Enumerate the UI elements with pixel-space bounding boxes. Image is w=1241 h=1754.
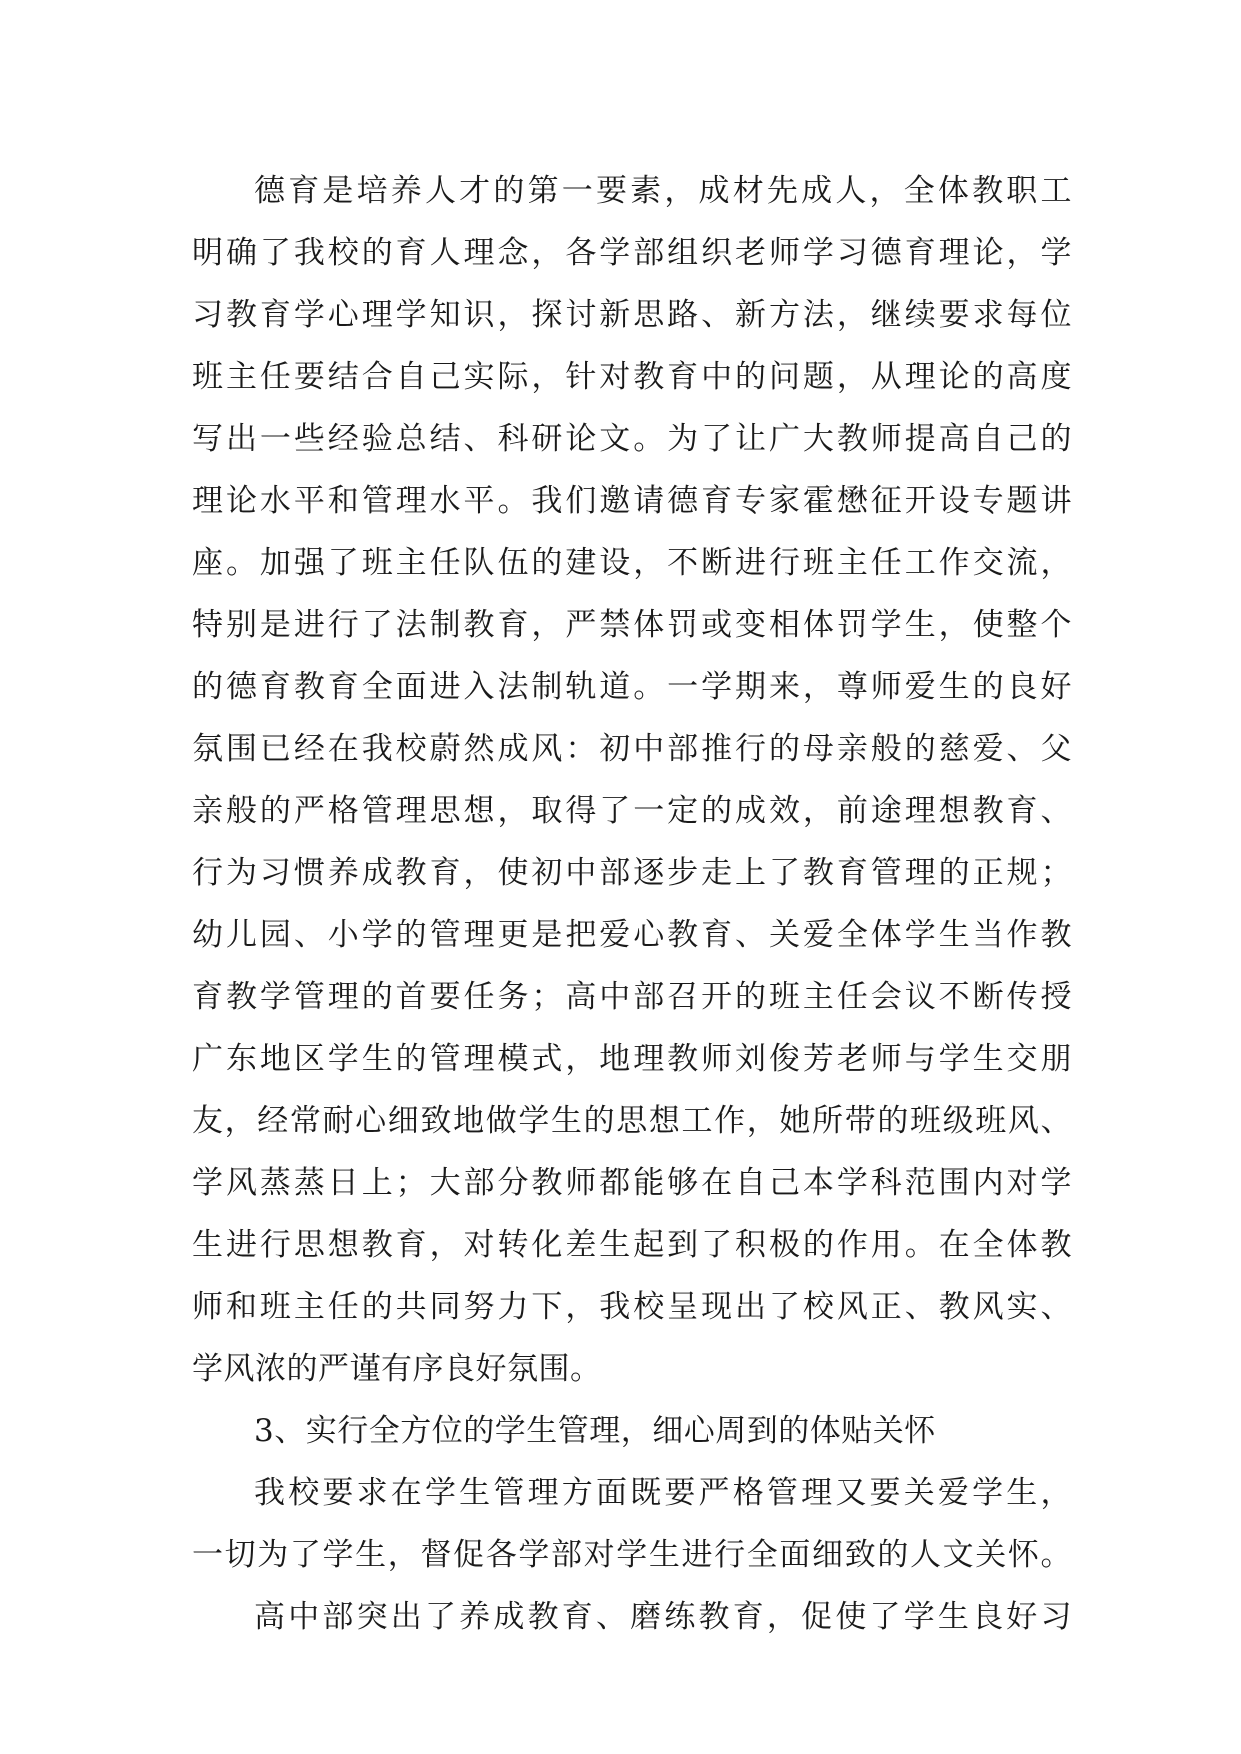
text-line: 理论水平和管理水平。我们邀请德育专家霍懋征开设专题讲 bbox=[192, 483, 1072, 519]
text-line: 生进行思想教育，对转化差生起到了积极的作用。在全体教 bbox=[192, 1227, 1072, 1263]
text-line: 习教育学心理学知识，探讨新思路、新方法，继续要求每位 bbox=[192, 297, 1072, 333]
text-line: 座。加强了班主任队伍的建设，不断进行班主任工作交流， bbox=[192, 545, 1072, 581]
text-line: 我校要求在学生管理方面既要严格管理又要关爱学生， bbox=[254, 1475, 1072, 1511]
text-line: 特别是进行了法制教育，严禁体罚或变相体罚学生，使整个 bbox=[192, 607, 1072, 643]
text-line: 育教学管理的首要任务；高中部召开的班主任会议不断传授 bbox=[192, 979, 1072, 1015]
text-line: 氛围已经在我校蔚然成风：初中部推行的母亲般的慈爱、父 bbox=[192, 731, 1072, 767]
text-line: 学风蒸蒸日上；大部分教师都能够在自己本学科范围内对学 bbox=[192, 1165, 1072, 1201]
text-line: 高中部突出了养成教育、磨练教育，促使了学生良好习 bbox=[254, 1599, 1072, 1635]
text-line: 的德育教育全面进入法制轨道。一学期来，尊师爱生的良好 bbox=[192, 669, 1072, 705]
text-line: 写出一些经验总结、科研论文。为了让广大教师提高自己的 bbox=[192, 421, 1072, 457]
text-line: 学风浓的严谨有序良好氛围。 bbox=[192, 1351, 602, 1387]
text-line: 明确了我校的育人理念，各学部组织老师学习德育理论，学 bbox=[192, 235, 1072, 271]
body-text bbox=[192, 160, 1072, 1648]
text-line: 师和班主任的共同努力下，我校呈现出了校风正、教风实、 bbox=[192, 1289, 1072, 1325]
text-line: 友，经常耐心细致地做学生的思想工作，她所带的班级班风、 bbox=[192, 1103, 1072, 1139]
text-line: 一切为了学生，督促各学部对学生进行全面细致的人文关怀。 bbox=[192, 1537, 1072, 1573]
text-line: 德育是培养人才的第一要素，成材先成人，全体教职工 bbox=[254, 173, 1072, 209]
text-line: 行为习惯养成教育，使初中部逐步走上了教育管理的正规； bbox=[192, 855, 1072, 891]
section-heading: 3、实行全方位的学生管理，细心周到的体贴关怀 bbox=[254, 1413, 936, 1449]
text-line: 班主任要结合自己实际，针对教育中的问题，从理论的高度 bbox=[192, 359, 1072, 395]
text-line: 亲般的严格管理思想，取得了一定的成效，前途理想教育、 bbox=[192, 793, 1072, 829]
text-line: 幼儿园、小学的管理更是把爱心教育、关爱全体学生当作教 bbox=[192, 917, 1072, 953]
text-line: 广东地区学生的管理模式，地理教师刘俊芳老师与学生交朋 bbox=[192, 1041, 1072, 1077]
